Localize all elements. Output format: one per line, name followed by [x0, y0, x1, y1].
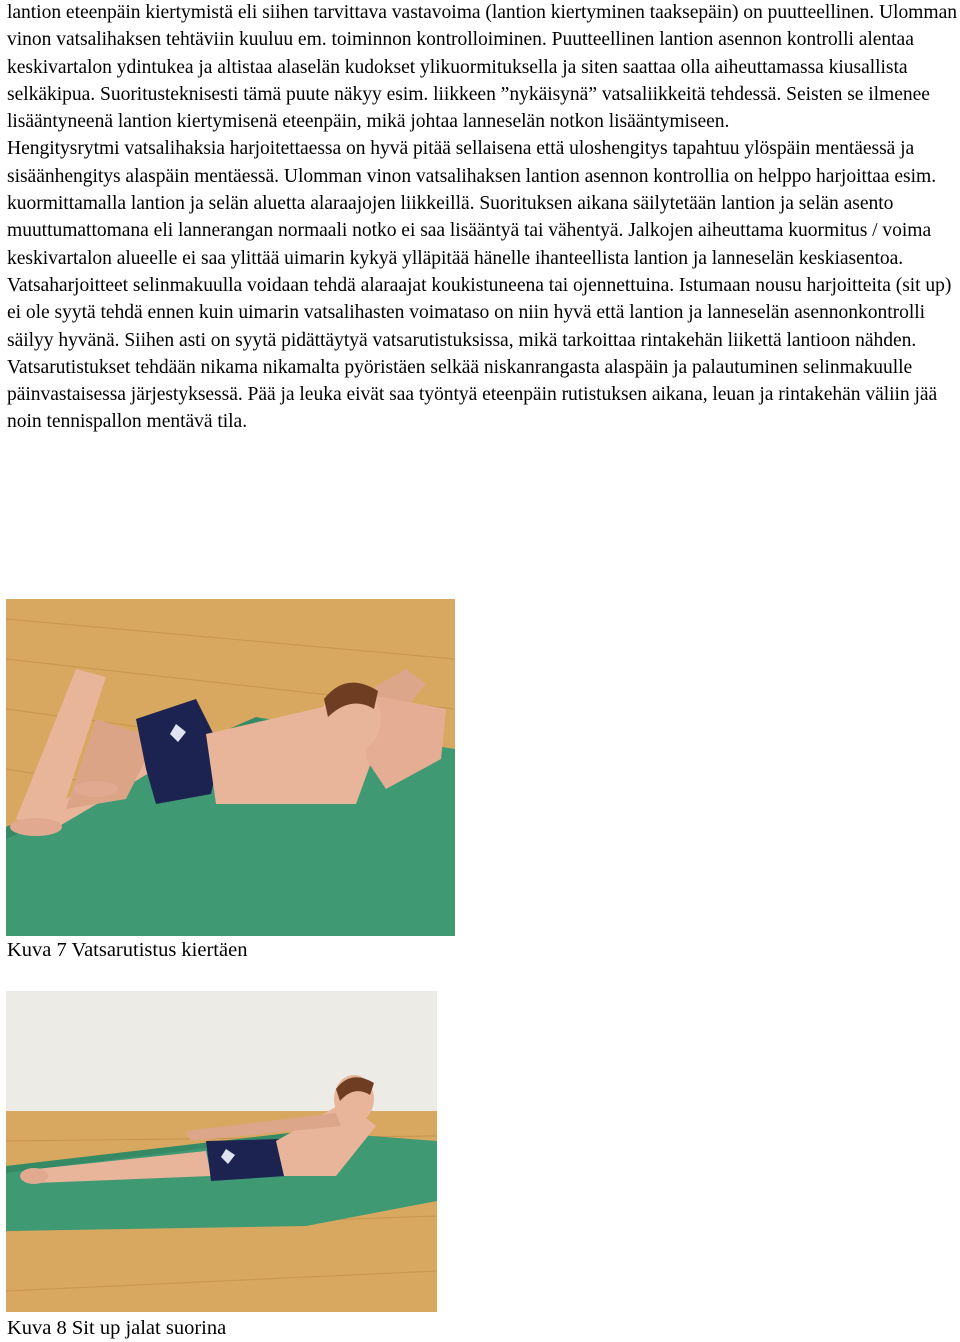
- paragraph: lantion eteenpäin kiertymistä eli siihen tarvittava vastavoima (lantion kiertyminen taaksepäin) on puutteellinen. Ulomman vinon vatsalihaksen tehtäviin kuuluu em. toiminnon kontrolloiminen. Puutteellinen lantion asennon kontrolli alentaa keskivartalon ydintukea ja altistaa alaselän kudokset ylikuormituksella ja siten saattaa olla aiheuttamassa kiusallista selkäkipua. Suoritusteknisesti tämä puute näkyy esim. liikkeen ”nykäisynä” vatsaliikkeitä tehdessä. Seisten se ilmenee lisääntyneenä lantion kiertymisenä eteenpäin, mikä johtaa lanneselän notkon lisääntymiseen.: [7, 2, 957, 133]
- figure-caption: Kuva 8 Sit up jalat suorina: [7, 1317, 227, 1339]
- paragraph: Vatsaharjoitteet selinmakuulla voidaan tehdä alaraajat koukistuneena tai ojennettuina. Istumaan nousu harjoitteita (sit up) ei ole syytä tehdä ennen kuin uimarin vatsalihasten voimataso on niin hyvä että lantion ja lanneselän asennonkontrolli säilyy hyvänä. Siihen asti on syytä pidättäytyä vatsarutistuksissa, mikä tarkoittaa rintakehän liikettä lantioon nähden. Vatsarutistukset tehdään nikama nikamalta pyöristäen selkää niskanrangasta alaspäin ja palautuminen selinmakuulle päinvastaisessa järjestyksessä. Pää ja leuka eivät saa työntyä eteenpäin rutistuksen aikana, leuan ja rintakehän väliin jää noin tennispallon mentävä tila.: [7, 274, 952, 433]
- figure-caption: Kuva 7 Vatsarutistus kiertäen: [7, 939, 248, 961]
- photo-sit-up-illustration: [6, 991, 437, 1312]
- paragraph: Hengitysrytmi vatsalihaksia harjoitettaessa on hyvä pitää sellaisena että uloshengitys tapahtuu ylöspäin mentäessä ja sisäänhengitys alaspäin mentäessä. Ulomman vinon vatsalihaksen lantion asennon kontrollia on helppo harjoittaa esim. kuormittamalla lantion ja selän aluetta alaraajojen liikkeillä. Suorituksen aikana säilytetään lantion ja selän asento muuttumattomana eli lannerangan normaali notko ei saa lisääntyä tai vähentyä. Jalkojen aiheuttama kuormitus / voima keskivartalon alueelle ei saa ylittää uimarin kykyä ylläpitää hänelle ihanteellista lantion ja lanneselän keskiasentoa.: [7, 138, 937, 269]
- photo-crunch-rotation-illustration: [6, 599, 455, 936]
- figure-photo-sit-up: [6, 991, 437, 1312]
- body-text: [7, 0, 957, 436]
- figure-photo-crunch-rotation: [6, 599, 455, 936]
